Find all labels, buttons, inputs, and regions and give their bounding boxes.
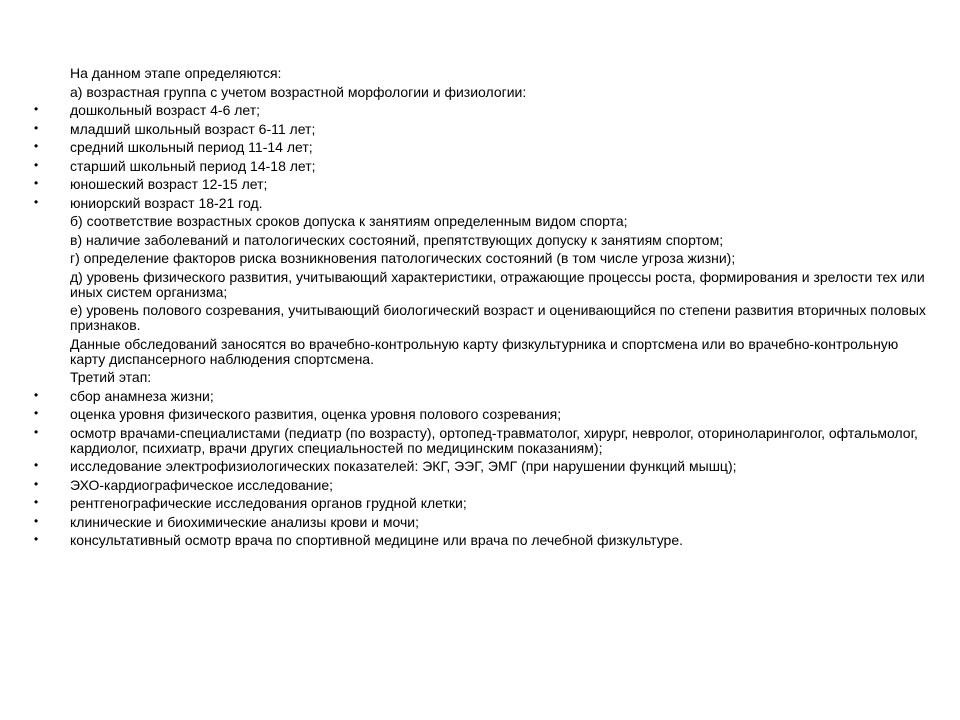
bullet-item xyxy=(34,389,934,404)
bullet-item xyxy=(34,478,934,493)
bullet-icon: • xyxy=(34,513,39,528)
bullet-icon: • xyxy=(34,157,39,172)
line-text: сбор анамнеза жизни; xyxy=(70,387,214,404)
bullet-icon: • xyxy=(34,102,39,116)
text-paragraph xyxy=(34,337,934,367)
bullet-item xyxy=(34,426,934,456)
line-text: юниорский возраст 18-21 год. xyxy=(70,194,263,211)
bullet-icon: • xyxy=(34,387,39,402)
line-text: е) уровень полового созревания, учитывающий биологический возраст и оценивающийся по степени развития вторичных половых признаков. xyxy=(70,302,926,333)
bullet-item xyxy=(34,159,934,174)
bullet-icon: • xyxy=(34,120,39,135)
bullet-item xyxy=(34,177,934,192)
line-text: Данные обследований заносятся во врачебно-контрольную карту физкультурника и спортсмена или во врачебно-контрольную карту диспансерного наблюдения спортсмена. xyxy=(70,335,899,367)
line-text: младший школьный возраст 6-11 лет; xyxy=(70,120,316,137)
bullet-icon: • xyxy=(34,476,39,491)
line-text: д) уровень физического развития, учитывающий характеристики, отражающие процессы роста, формирования и зрелости тех или иных систем организма; xyxy=(70,268,925,300)
text-paragraph xyxy=(34,66,934,81)
slide-content xyxy=(34,66,934,552)
bullet-item xyxy=(34,407,934,422)
line-text: ЭХО-кардиографическое исследование; xyxy=(70,476,334,493)
text-paragraph xyxy=(34,214,934,229)
line-text: Третий этап: xyxy=(70,369,152,385)
line-text: рентгенографические исследования органов грудной клетки; xyxy=(70,495,467,511)
text-paragraph xyxy=(34,233,934,248)
line-text: дошкольный возраст 4-6 лет; xyxy=(70,102,261,118)
text-paragraph xyxy=(34,370,934,385)
line-text: консультативный осмотр врача по спортивной медицине или врача по лечебной физкультуре. xyxy=(70,532,684,548)
line-text: в) наличие заболеваний и патологических состояний, препятствующих допуску к занятиям спортом; xyxy=(70,231,724,248)
text-paragraph xyxy=(34,303,934,333)
text-paragraph xyxy=(34,251,934,266)
bullet-icon: • xyxy=(34,406,39,420)
bullet-item xyxy=(34,122,934,137)
bullet-item xyxy=(34,140,934,155)
bullet-item xyxy=(34,103,934,118)
bullet-item xyxy=(34,515,934,530)
bullet-icon: • xyxy=(34,139,39,153)
line-text: клинические и биохимические анализы крови и мочи; xyxy=(70,513,419,530)
bullet-icon: • xyxy=(34,458,39,472)
line-text: оценка уровня физического развития, оценка уровня полового созревания; xyxy=(70,406,562,422)
line-text: средний школьный период 11-14 лет; xyxy=(70,139,313,155)
bullet-item xyxy=(34,196,934,211)
bullet-icon: • xyxy=(34,495,39,509)
line-text: На данном этапе определяются: xyxy=(70,65,282,81)
line-text: г) определение факторов риска возникновения патологических состояний (в том числе угроза жизни); xyxy=(70,250,736,266)
bullet-icon: • xyxy=(34,194,39,209)
bullet-icon: • xyxy=(34,176,39,190)
line-text: осмотр врачами-специалистами (педиатр (по возрасту), ортопед-травматолог, хирург, невролог, оториноларинголог, офтальмолог, кардиолог, психиатр, врачи других специальностей по медицинским показаниям); xyxy=(70,424,918,456)
bullet-item xyxy=(34,496,934,511)
bullet-icon: • xyxy=(34,424,39,439)
text-paragraph xyxy=(34,270,934,300)
bullet-item xyxy=(34,459,934,474)
line-text: а) возрастная группа с учетом возрастной морфологии и физиологии: xyxy=(70,83,527,100)
line-text: юношеский возраст 12-15 лет; xyxy=(70,176,268,192)
line-text: старший школьный период 14-18 лет; xyxy=(70,157,316,174)
bullet-item xyxy=(34,533,934,548)
bullet-icon: • xyxy=(34,532,39,546)
line-text: исследование электрофизиологических показателей: ЭКГ, ЭЭГ, ЭМГ (при нарушении функций мышц); xyxy=(70,458,737,474)
text-paragraph xyxy=(34,85,934,100)
line-text: б) соответствие возрастных сроков допуска к занятиям определенным видом спорта; xyxy=(70,213,628,229)
